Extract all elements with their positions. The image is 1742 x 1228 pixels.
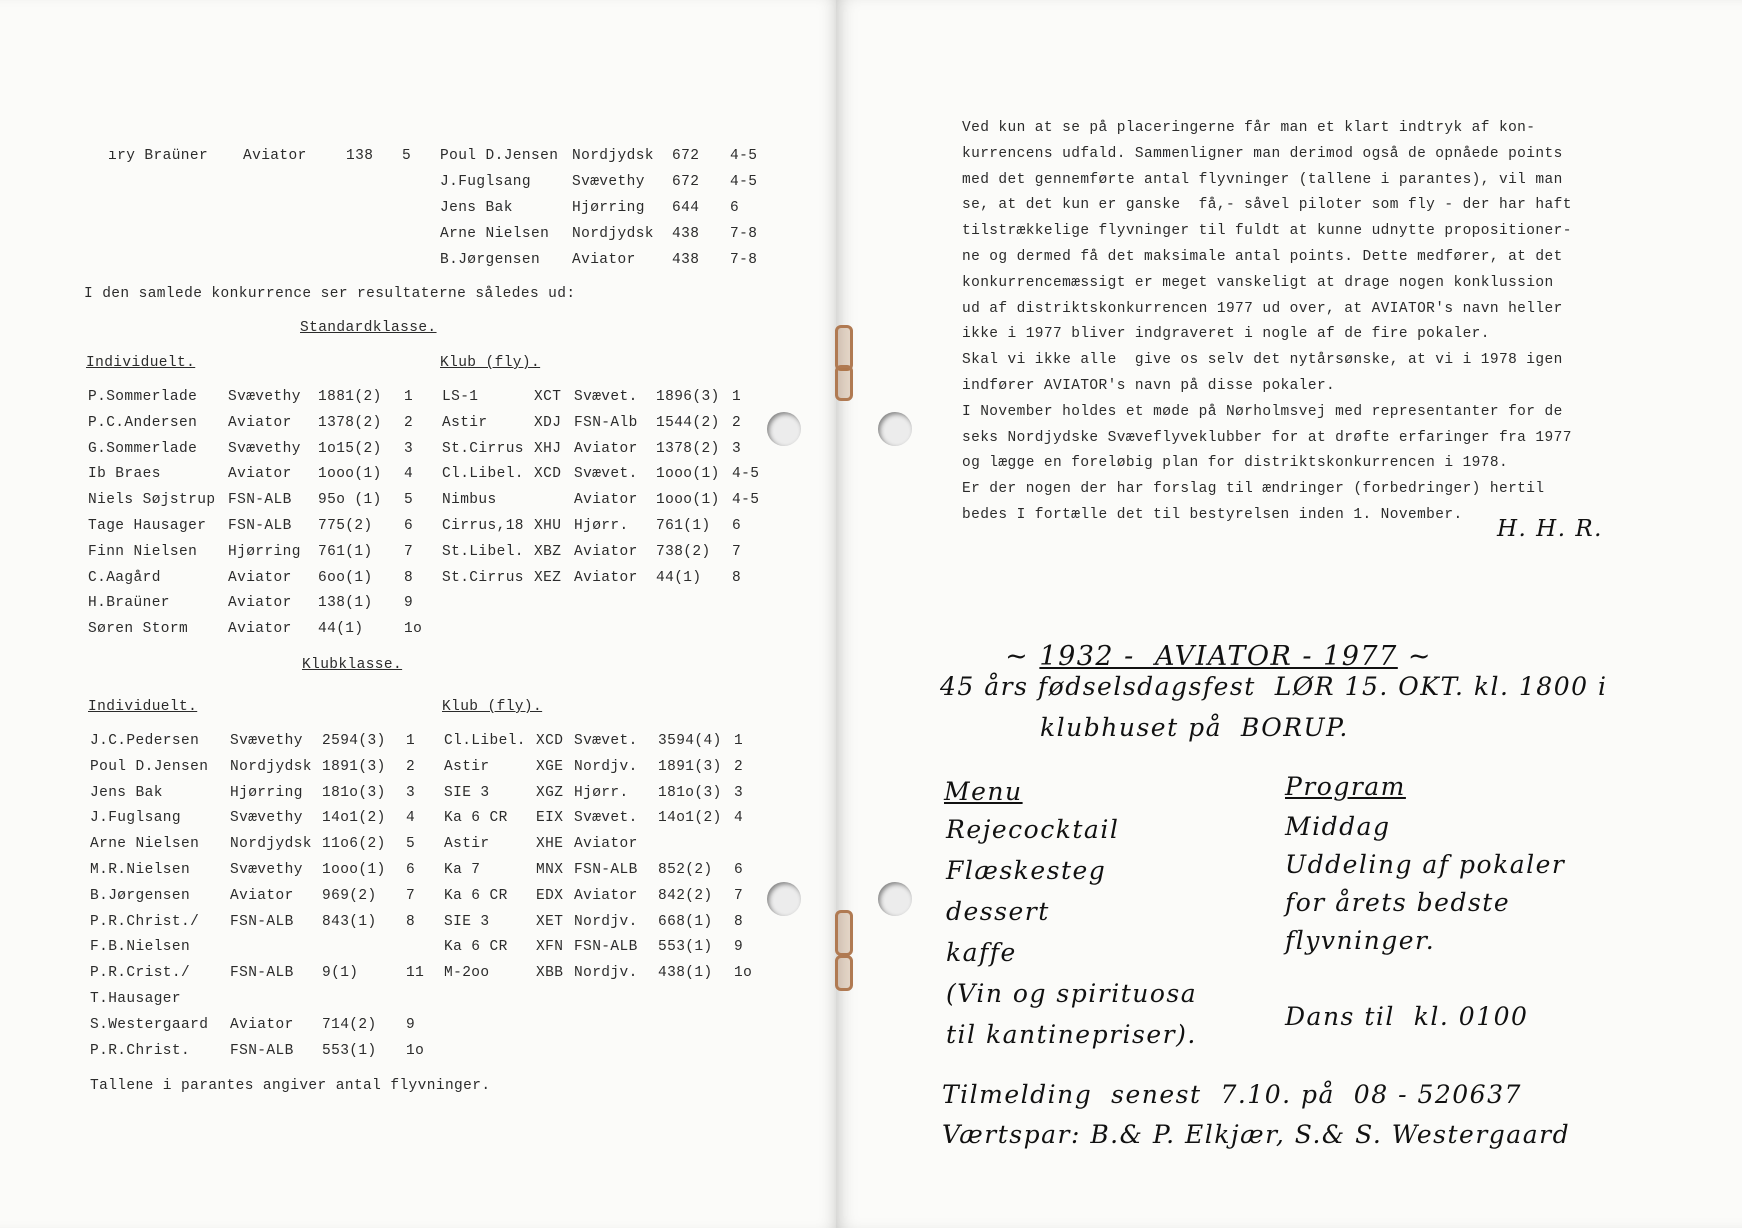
klub-club-cell: Astir [444, 836, 490, 853]
klub-club-cell: EDX [536, 887, 564, 904]
top-result-cell: Aviator [572, 252, 636, 268]
standard-indiv-cell: Finn Nielsen [88, 543, 198, 560]
standard-club-cell: XCT [534, 389, 562, 405]
klub-club-cell: SIE 3 [444, 913, 490, 930]
klub-club-cell: Svævet. [574, 810, 638, 827]
klub-club-cell: XFN [536, 939, 564, 956]
menu-item: (Vin og spirituosa [946, 979, 1198, 1008]
standard-club-cell: FSN-Alb [574, 414, 638, 431]
standard-club-cell: Hjørr. [574, 518, 629, 534]
paragraph-line: Er der nogen der har forslag til ændringer (forbedringer) hertil [962, 481, 1545, 498]
klub-club-cell: 668(1) [658, 913, 713, 930]
standard-club-cell: 7 [732, 543, 742, 560]
standard-club-header: Klub (fly). [440, 355, 541, 371]
standard-club-cell: 4-5 [732, 492, 760, 509]
menu-item: kaffe [946, 938, 1017, 967]
klub-indiv-cell: Poul D.Jensen [90, 758, 209, 775]
klub-indiv-cell: 7 [406, 887, 416, 904]
klub-club-cell: M-2oo [444, 965, 490, 982]
standard-indiv-cell: 9 [404, 595, 414, 612]
staple-icon [835, 955, 853, 991]
top-result-cell: 4-5 [730, 148, 758, 164]
top-result-cell: Arne Nielsen [440, 226, 550, 242]
staple-icon [835, 365, 853, 401]
klub-indiv-cell: 14o1(2) [322, 810, 386, 827]
klub-indiv-cell: Arne Nielsen [90, 836, 200, 853]
standard-club-cell: XBZ [534, 543, 562, 560]
klub-club-cell: Ka 7 [444, 862, 481, 878]
standard-indiv-cell: P.Sommerlade [88, 389, 198, 405]
klub-indiv-cell: FSN-ALB [230, 1042, 294, 1059]
standard-club-cell: 761(1) [656, 518, 711, 534]
standard-indiv-cell: P.C.Andersen [88, 414, 198, 431]
klub-club-cell: FSN-ALB [574, 862, 638, 878]
standard-indiv-header: Individuelt. [86, 355, 196, 371]
paragraph-line: kurrencens udfald. Sammenligner man derimod også de opnåede points [962, 145, 1563, 162]
paragraph-line: tilstrækkelige flyvninger til fuldt at kunne udnytte propositioner- [962, 223, 1572, 240]
standard-club-cell: Aviator [574, 543, 638, 560]
top-result-cell: ıry Braüner [108, 148, 209, 164]
standard-indiv-cell: 4 [404, 466, 414, 483]
top-result-cell: B.Jørgensen [440, 252, 541, 268]
klub-club-cell: 14o1(2) [658, 810, 722, 827]
standard-club-cell: Nimbus [442, 492, 497, 509]
program-item: for årets bedste [1285, 888, 1511, 917]
standard-indiv-cell: FSN-ALB [228, 518, 292, 534]
program-item: flyvninger. [1285, 926, 1436, 955]
klub-indiv-cell: M.R.Nielsen [90, 862, 191, 878]
punch-hole-icon [767, 882, 801, 916]
menu-item: til kantinepriser). [946, 1020, 1197, 1049]
klub-club-cell: Aviator [574, 887, 638, 904]
paragraph-line: Skal vi ikke alle give os selv det nytårsønske, at vi i 1978 igen [962, 352, 1563, 369]
standard-club-cell: 738(2) [656, 543, 711, 560]
paragraph-line: seks Nordjydske Svæveflyveklubber for at drøfte erfaringer fra 1977 [962, 429, 1572, 446]
staple-icon [835, 910, 853, 956]
klub-club-cell: Aviator [574, 836, 638, 853]
klub-club-cell: Ka 6 CR [444, 887, 508, 904]
standard-indiv-cell: Aviator [228, 595, 292, 612]
standard-club-cell: XHJ [534, 440, 562, 457]
standard-club-cell: St.Cirrus [442, 440, 524, 457]
klub-club-cell: 7 [734, 887, 744, 904]
standard-club-cell: Cirrus,18 [442, 518, 524, 534]
klub-club-cell: Nordjv. [574, 965, 638, 982]
klub-indiv-cell: FSN-ALB [230, 965, 294, 982]
klub-indiv-cell: 5 [406, 836, 416, 853]
footnote: Tallene i parantes angiver antal flyvninger. [90, 1078, 491, 1094]
standard-indiv-cell: FSN-ALB [228, 492, 292, 509]
standard-club-cell: LS-1 [442, 389, 479, 405]
paragraph-line: I November holdes et møde på Nørholmsvej med representanter for de [962, 403, 1563, 420]
standard-indiv-cell: Aviator [228, 466, 292, 483]
klub-club-cell: SIE 3 [444, 784, 490, 801]
top-result-cell: 672 [672, 174, 700, 190]
standard-club-cell: St.Cirrus [442, 569, 524, 586]
klub-club-cell: 3 [734, 784, 744, 801]
klub-club-cell: Astir [444, 758, 490, 775]
klub-club-cell: XHE [536, 836, 564, 853]
klub-club-cell: 553(1) [658, 939, 713, 956]
paragraph-line: ikke i 1977 bliver indgraveret i nogle af de fire pokaler. [962, 326, 1490, 343]
klub-club-cell: EIX [536, 810, 564, 827]
klub-club-cell: 842(2) [658, 887, 713, 904]
standard-indiv-cell: Aviator [228, 621, 292, 638]
standard-club-cell: 8 [732, 569, 742, 586]
standard-indiv-cell: Søren Storm [88, 621, 189, 638]
standard-indiv-cell: 761(1) [318, 543, 373, 560]
invite-line-2: klubhuset på BORUP. [1040, 713, 1349, 742]
paragraph-line: ud af distriktskonkurrencen 1977 ud over, at AVIATOR's navn heller [962, 300, 1563, 317]
klub-indiv-cell: 843(1) [322, 913, 377, 930]
klub-club-cell: Ka 6 CR [444, 810, 508, 827]
standard-club-cell: 1378(2) [656, 440, 720, 457]
klub-indiv-cell: 4 [406, 810, 416, 827]
standard-indiv-cell: 7 [404, 543, 414, 560]
klub-indiv-cell: FSN-ALB [230, 913, 294, 930]
klub-indiv-cell: Svævethy [230, 862, 303, 878]
klub-club-cell: 8 [734, 913, 744, 930]
standard-club-cell: Aviator [574, 569, 638, 586]
top-result-cell: Hjørring [572, 200, 645, 216]
program-item: Uddeling af pokaler [1285, 850, 1566, 879]
klub-club-cell: Nordjv. [574, 913, 638, 930]
klub-indiv-cell: 1o [406, 1042, 425, 1059]
klub-indiv-cell: Aviator [230, 887, 294, 904]
klub-indiv-cell: 2594(3) [322, 733, 386, 749]
invite-line-1: 45 års fødselsdagsfest LØR 15. OKT. kl. 1800 i [940, 672, 1608, 701]
klub-indiv-cell: 9 [406, 1016, 416, 1033]
paragraph-line: indfører AVIATOR's navn på disse pokaler. [962, 378, 1336, 394]
standard-club-cell: XHU [534, 518, 562, 534]
klub-club-cell: XCD [536, 733, 564, 749]
standard-indiv-cell: C.Aagård [88, 569, 161, 586]
top-result-cell: 438 [672, 252, 700, 268]
paragraph-line: Ved kun at se på placeringerne får man et klart indtryk af kon- [962, 120, 1536, 136]
klub-club-cell: Cl.Libel. [444, 733, 526, 749]
top-result-cell: 138 [346, 148, 374, 164]
klub-title: Klubklasse. [302, 657, 403, 673]
menu-title: Menu [944, 777, 1023, 806]
standard-indiv-cell: 95o (1) [318, 492, 382, 509]
klub-indiv-cell: P.R.Crist./ [90, 965, 191, 982]
standard-indiv-cell: 6 [404, 518, 414, 534]
paragraph-line: ne og dermed få det maksimale antal points. Dette medfører, at det [962, 249, 1563, 265]
punch-hole-icon [767, 412, 801, 446]
klub-indiv-cell: J.C.Pedersen [90, 733, 200, 749]
standard-club-cell: Svævet. [574, 389, 638, 405]
klub-club-cell: 6 [734, 862, 744, 878]
standard-indiv-cell: Svævethy [228, 389, 301, 405]
top-result-cell: J.Fuglsang [440, 174, 532, 190]
klub-club-cell: XBB [536, 965, 564, 982]
standard-indiv-cell: 1 [404, 389, 414, 405]
klub-indiv-cell: Nordjydsk [230, 758, 312, 775]
klub-indiv-cell: 3 [406, 784, 416, 801]
standard-club-cell: St.Libel. [442, 543, 524, 560]
klub-indiv-cell: 1891(3) [322, 758, 386, 775]
menu-item: Rejecocktail [946, 815, 1120, 844]
klub-indiv-header: Individuelt. [88, 699, 198, 715]
klub-club-cell: 1891(3) [658, 758, 722, 775]
signature: H. H. R. [1497, 516, 1603, 542]
hosts-line: Værtspar: B.& P. Elkjær, S.& S. Westergaard [942, 1120, 1571, 1149]
program-item: Middag [1285, 812, 1391, 841]
standard-indiv-cell: 44(1) [318, 621, 364, 638]
klub-club-cell: XGE [536, 758, 564, 775]
top-result-cell: Nordjydsk [572, 148, 654, 164]
klub-indiv-cell: 11 [406, 965, 425, 982]
standard-indiv-cell: 1o15(2) [318, 440, 382, 457]
klub-club-cell: 1o [734, 965, 753, 982]
klub-club-cell: Svævet. [574, 733, 638, 749]
top-result-cell: 644 [672, 200, 700, 216]
anniversary-heading: ~ 1932 - AVIATOR - 1977 ~ [1005, 641, 1433, 672]
klub-club-cell: Nordjv. [574, 758, 638, 775]
klub-indiv-cell: 6 [406, 862, 416, 878]
standard-indiv-cell: Svævethy [228, 440, 301, 457]
klub-club-cell: 9 [734, 939, 744, 956]
menu-item: Flæskesteg [946, 856, 1107, 885]
signup-line: Tilmelding senest 7.10. på 08 - 520637 [942, 1080, 1522, 1109]
standard-indiv-cell: G.Sommerlade [88, 440, 198, 457]
standard-indiv-cell: 1378(2) [318, 414, 382, 431]
klub-club-cell: 438(1) [658, 965, 713, 982]
heading-text: 1932 - AVIATOR - 1977 [1039, 641, 1398, 672]
standard-indiv-cell: 8 [404, 569, 414, 586]
standard-indiv-cell: 5 [404, 492, 414, 509]
klub-club-cell: FSN-ALB [574, 939, 638, 956]
klub-club-cell: Ka 6 CR [444, 939, 508, 956]
klub-indiv-cell: 969(2) [322, 887, 377, 904]
standard-club-cell: Aviator [574, 492, 638, 509]
klub-club-cell: MNX [536, 862, 564, 878]
klub-club-cell: 1 [734, 733, 744, 749]
klub-club-cell: XGZ [536, 784, 564, 801]
standard-indiv-cell: 1ooo(1) [318, 466, 382, 483]
klub-indiv-cell: 181o(3) [322, 784, 386, 801]
klub-club-header: Klub (fly). [442, 699, 543, 715]
standard-club-cell: 1 [732, 389, 742, 405]
klub-indiv-cell: Jens Bak [90, 784, 163, 801]
top-result-cell: 672 [672, 148, 700, 164]
standard-indiv-cell: H.Braüner [88, 595, 170, 612]
standard-indiv-cell: 138(1) [318, 595, 373, 612]
standard-club-cell: 1ooo(1) [656, 466, 720, 483]
menu-item: dessert [946, 897, 1050, 926]
standard-club-cell: 6 [732, 518, 742, 534]
klub-club-cell: Hjørr. [574, 784, 629, 801]
standard-club-cell: Astir [442, 414, 488, 431]
standard-indiv-cell: 1881(2) [318, 389, 382, 405]
top-result-cell: 5 [402, 148, 412, 164]
intro-text: I den samlede konkurrence ser resultaterne således ud: [84, 286, 576, 302]
top-result-cell: Aviator [243, 148, 307, 164]
standard-club-cell: 2 [732, 414, 742, 431]
standard-indiv-cell: Ib Braes [88, 466, 161, 483]
klub-indiv-cell: F.B.Nielsen [90, 939, 191, 956]
standard-club-cell: 1896(3) [656, 389, 720, 405]
klub-indiv-cell: S.Westergaard [90, 1016, 209, 1033]
klub-indiv-cell: 9(1) [322, 965, 359, 982]
klub-indiv-cell: Hjørring [230, 784, 303, 801]
standard-club-cell: 4-5 [732, 466, 760, 483]
klub-club-cell: 4 [734, 810, 744, 827]
standard-club-cell: XCD [534, 466, 562, 483]
punch-hole-icon [878, 882, 912, 916]
klub-club-cell: 3594(4) [658, 733, 722, 749]
paragraph-line: og lægge en foreløbig plan for distriktskonkurrencen i 1978. [962, 455, 1509, 472]
klub-indiv-cell: P.R.Christ./ [90, 913, 200, 930]
klub-indiv-cell: 1 [406, 733, 416, 749]
klub-club-cell: 2 [734, 758, 744, 775]
standard-club-cell: 1544(2) [656, 414, 720, 431]
klub-indiv-cell: 8 [406, 913, 416, 930]
klub-indiv-cell: 714(2) [322, 1016, 377, 1033]
klub-club-cell: 852(2) [658, 862, 713, 878]
klub-indiv-cell: 1ooo(1) [322, 862, 386, 878]
standard-indiv-cell: 2 [404, 414, 414, 431]
standard-club-cell: Svævet. [574, 466, 638, 483]
standard-club-cell: XDJ [534, 414, 562, 431]
program-title: Program [1285, 772, 1406, 801]
klub-indiv-cell: Svævethy [230, 733, 303, 749]
klub-indiv-cell: Aviator [230, 1016, 294, 1033]
standard-indiv-cell: Aviator [228, 569, 292, 586]
standard-indiv-cell: 6oo(1) [318, 569, 373, 586]
paragraph-line: se, at det kun er ganske få,- såvel piloter som fly - der har haft [962, 197, 1572, 214]
klub-indiv-cell: P.R.Christ. [90, 1042, 191, 1059]
klub-indiv-cell: 2 [406, 758, 416, 775]
klub-indiv-cell: J.Fuglsang [90, 810, 182, 827]
standard-indiv-cell: 1o [404, 621, 423, 638]
top-result-cell: Nordjydsk [572, 226, 654, 242]
standard-indiv-cell: Aviator [228, 414, 292, 431]
standard-club-cell: Aviator [574, 440, 638, 457]
standard-club-cell: 44(1) [656, 569, 702, 586]
top-result-cell: Poul D.Jensen [440, 148, 559, 164]
punch-hole-icon [878, 412, 912, 446]
klub-indiv-cell: 11o6(2) [322, 836, 386, 853]
top-result-cell: 6 [730, 200, 740, 216]
standard-indiv-cell: 775(2) [318, 518, 373, 534]
top-result-cell: 438 [672, 226, 700, 242]
standard-club-cell: XEZ [534, 569, 562, 586]
standard-title: Standardklasse. [300, 320, 437, 336]
klub-indiv-cell: Nordjydsk [230, 836, 312, 853]
standard-indiv-cell: 3 [404, 440, 414, 457]
klub-club-cell: XET [536, 913, 564, 930]
klub-indiv-cell: T.Hausager [90, 991, 182, 1007]
standard-indiv-cell: Niels Søjstrup [88, 492, 216, 509]
paragraph-line: konkurrencemæssigt er meget vanskeligt at drage nogen konklussion [962, 274, 1554, 291]
klub-indiv-cell: B.Jørgensen [90, 887, 191, 904]
standard-club-cell: 3 [732, 440, 742, 457]
top-result-cell: Jens Bak [440, 200, 513, 216]
top-result-cell: 7-8 [730, 226, 758, 242]
standard-club-cell: 1ooo(1) [656, 492, 720, 509]
top-result-cell: Svævethy [572, 174, 645, 190]
klub-indiv-cell: Svævethy [230, 810, 303, 827]
klub-indiv-cell: 553(1) [322, 1042, 377, 1059]
klub-club-cell: 181o(3) [658, 784, 722, 801]
paragraph-line: bedes I fortælle det til bestyrelsen inden 1. November. [962, 507, 1463, 523]
paragraph-line: med det gennemførte antal flyvninger (tallene i parantes), vil man [962, 171, 1563, 188]
standard-club-cell: Cl.Libel. [442, 466, 524, 483]
top-result-cell: 4-5 [730, 174, 758, 190]
program-item: Dans til kl. 0100 [1285, 1002, 1529, 1031]
top-result-cell: 7-8 [730, 252, 758, 268]
standard-indiv-cell: Tage Hausager [88, 518, 207, 534]
standard-indiv-cell: Hjørring [228, 543, 301, 560]
